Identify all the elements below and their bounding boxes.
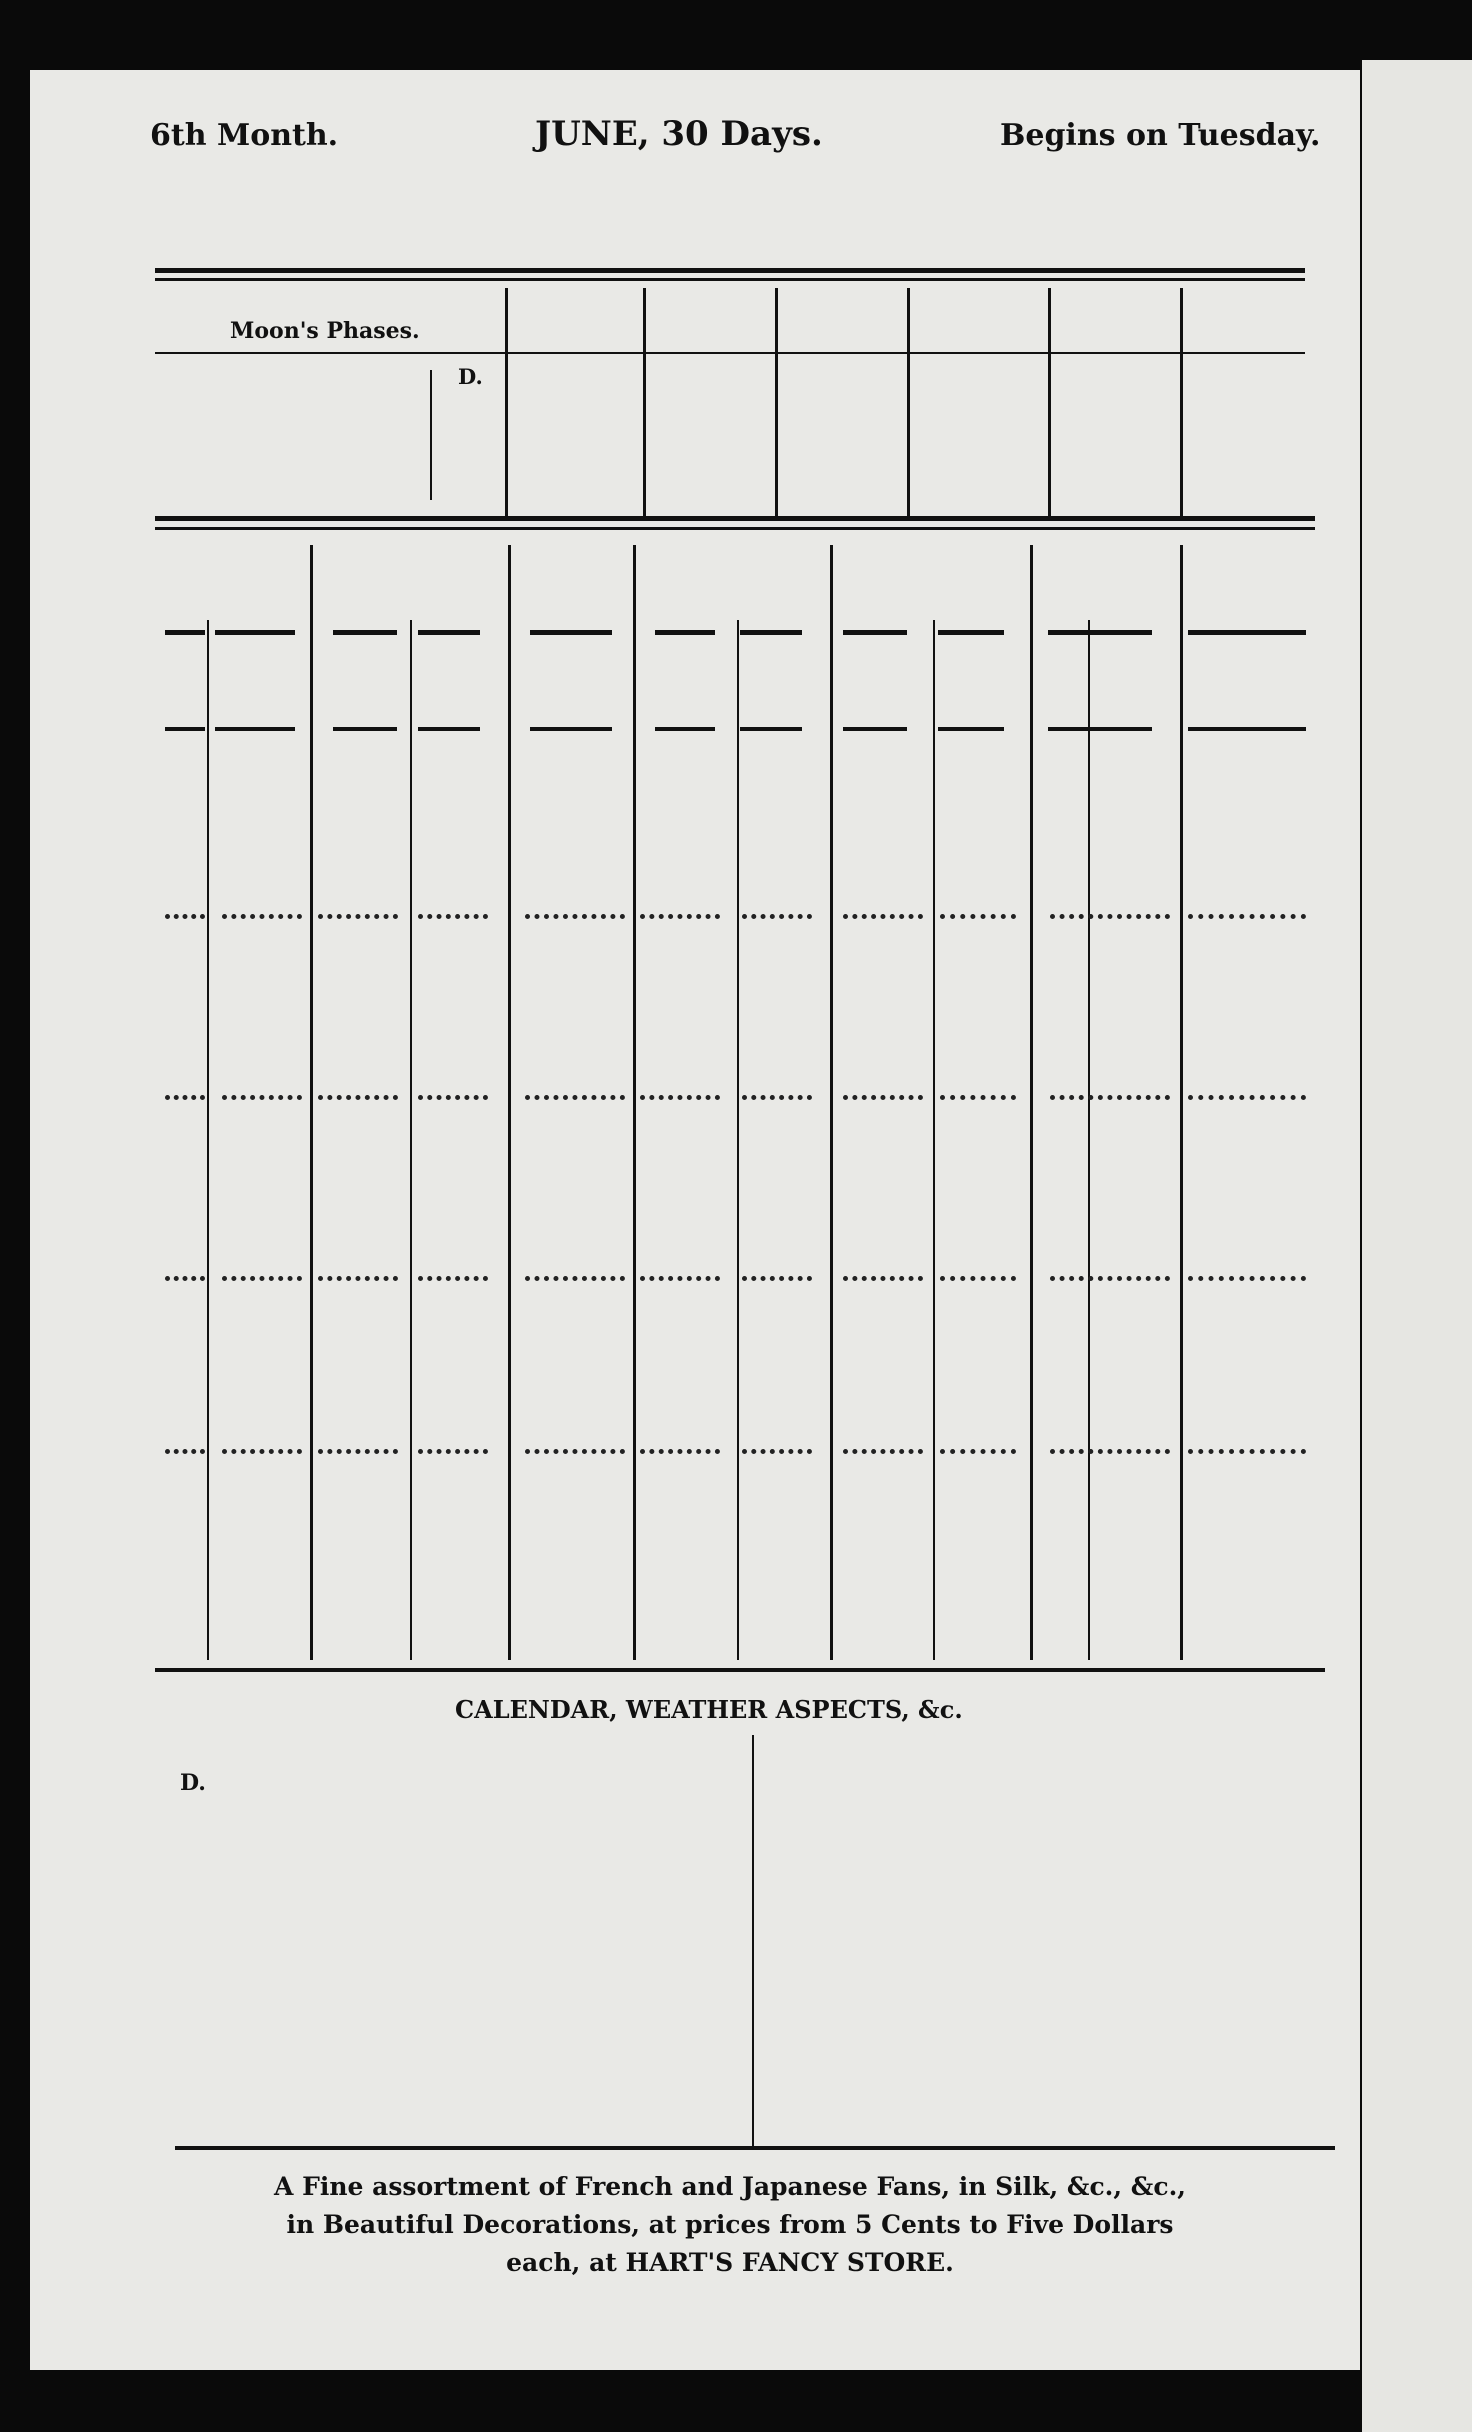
dotted-separator: [843, 1449, 923, 1454]
dotted-separator: [1050, 1449, 1170, 1454]
dotted-separator: [742, 1449, 812, 1454]
header-rule: [165, 727, 205, 731]
column-line: [775, 288, 778, 516]
header-rule: [655, 727, 715, 731]
dotted-separator: [525, 1276, 625, 1281]
dotted-separator: [318, 914, 398, 919]
page-title: JUNE, 30 Days.: [535, 114, 823, 154]
rule: [175, 2146, 1335, 2150]
month-number: 6th Month.: [150, 118, 339, 153]
dotted-separator: [1050, 1095, 1170, 1100]
almanac-page: [30, 70, 1360, 2370]
dotted-separator: [418, 1276, 488, 1281]
dotted-separator: [525, 1449, 625, 1454]
dotted-separator: [165, 914, 205, 919]
calendar-title: CALENDAR, WEATHER ASPECTS, &c.: [455, 1695, 963, 1724]
dotted-separator: [1188, 914, 1306, 919]
header-rule: [418, 630, 480, 635]
header-rule: [215, 727, 295, 731]
advert-line-2: in Beautiful Decorations, at prices from 5 Cents to Five Dollars: [286, 2210, 1174, 2239]
dotted-separator: [1188, 1095, 1306, 1100]
header-rule: [1048, 727, 1152, 731]
rule: [155, 352, 1305, 354]
next-page-edge: [1362, 60, 1472, 2432]
begins-on: Begins on Tuesday.: [1000, 118, 1321, 153]
dotted-separator: [843, 1095, 923, 1100]
header-rule: [1188, 727, 1306, 731]
group-line: [633, 545, 636, 1660]
rule: [155, 1668, 1325, 1672]
header-rule: [333, 630, 397, 635]
dotted-separator: [742, 914, 812, 919]
dotted-separator: [318, 1095, 398, 1100]
header-rule: [740, 727, 802, 731]
sub-line: [410, 620, 412, 1660]
dotted-separator: [742, 1276, 812, 1281]
header-rule: [215, 630, 295, 635]
header-rule: [938, 727, 1004, 731]
dotted-separator: [640, 1276, 720, 1281]
advert-line-3: each, at HART'S FANCY STORE.: [506, 2248, 954, 2277]
advert-line-1: A Fine assortment of French and Japanese Fans, in Silk, &c., &c.,: [274, 2172, 1186, 2201]
column-line: [643, 288, 646, 516]
dotted-separator: [418, 1095, 488, 1100]
header-rule: [530, 727, 612, 731]
dotted-separator: [742, 1095, 812, 1100]
day-heading: D.: [458, 364, 483, 389]
dotted-separator: [165, 1095, 205, 1100]
group-line: [1030, 545, 1033, 1660]
column-line: [430, 370, 432, 500]
dotted-separator: [940, 914, 1016, 919]
header-rule: [1048, 630, 1152, 635]
header-rule: [165, 630, 205, 635]
rule: [155, 527, 1315, 530]
dotted-separator: [222, 1449, 302, 1454]
dotted-separator: [318, 1449, 398, 1454]
calendar-d-heading: D.: [180, 1770, 206, 1796]
dotted-separator: [222, 914, 302, 919]
column-line: [907, 288, 910, 516]
group-line: [310, 545, 313, 1660]
dotted-separator: [1188, 1276, 1306, 1281]
dotted-separator: [418, 914, 488, 919]
sub-line: [1088, 620, 1090, 1660]
dotted-separator: [318, 1276, 398, 1281]
dotted-separator: [940, 1276, 1016, 1281]
header-rule: [843, 630, 907, 635]
group-line: [508, 545, 511, 1660]
dotted-separator: [843, 1276, 923, 1281]
dotted-separator: [1050, 914, 1170, 919]
header-rule: [843, 727, 907, 731]
sub-line: [207, 620, 209, 1660]
header-rule: [333, 727, 397, 731]
dotted-separator: [940, 1095, 1016, 1100]
rule: [155, 268, 1305, 273]
dotted-separator: [640, 1449, 720, 1454]
header-rule: [655, 630, 715, 635]
header-rule: [938, 630, 1004, 635]
group-line: [830, 545, 833, 1660]
dotted-separator: [222, 1276, 302, 1281]
dotted-separator: [418, 1449, 488, 1454]
dotted-separator: [525, 914, 625, 919]
dotted-separator: [1050, 1276, 1170, 1281]
header-rule: [740, 630, 802, 635]
header-rule: [530, 630, 612, 635]
sub-line: [933, 620, 935, 1660]
dotted-separator: [525, 1095, 625, 1100]
group-line: [1180, 545, 1183, 1660]
calendar-divider: [752, 1735, 754, 2150]
dotted-separator: [843, 914, 923, 919]
sub-line: [737, 620, 739, 1660]
dotted-separator: [940, 1449, 1016, 1454]
moon-phases-heading: Moon's Phases.: [230, 318, 420, 344]
rule: [155, 278, 1305, 281]
header-rule: [1188, 630, 1306, 635]
column-line: [1180, 288, 1183, 516]
column-line: [1048, 288, 1051, 516]
rule: [155, 516, 1315, 521]
dotted-separator: [640, 914, 720, 919]
dotted-separator: [640, 1095, 720, 1100]
header-rule: [418, 727, 480, 731]
dotted-separator: [165, 1449, 205, 1454]
dotted-separator: [222, 1095, 302, 1100]
dotted-separator: [1188, 1449, 1306, 1454]
dotted-separator: [165, 1276, 205, 1281]
column-line: [505, 288, 508, 516]
